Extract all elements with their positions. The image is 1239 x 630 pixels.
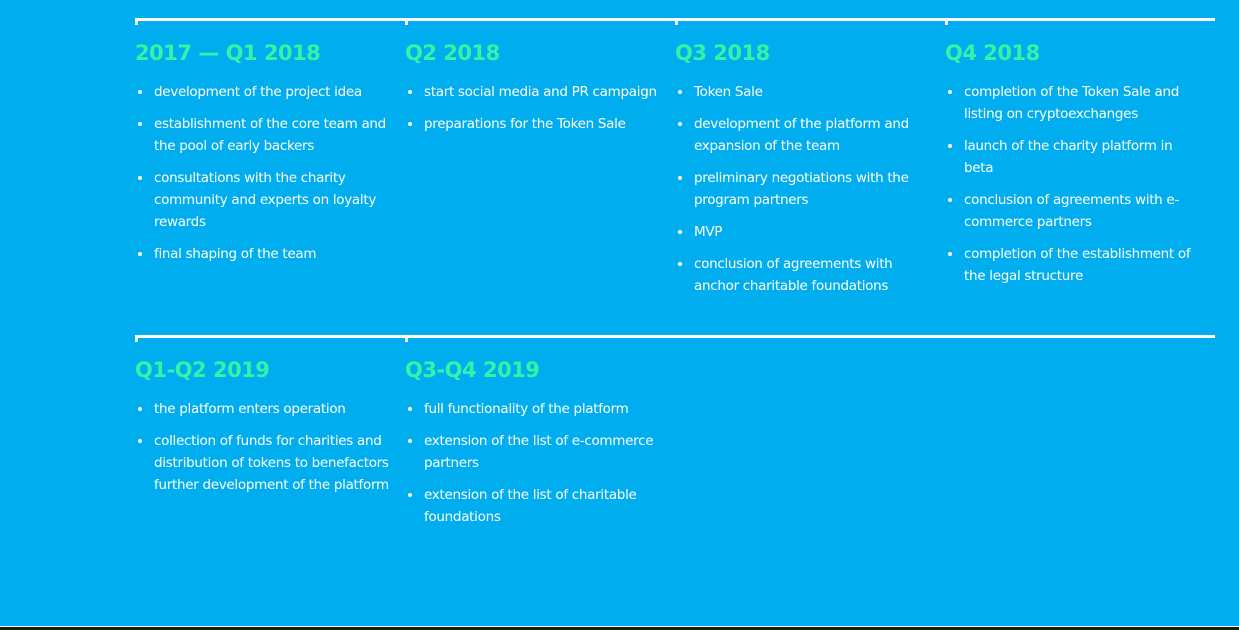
milestone-list	[135, 81, 390, 275]
milestone-item: extension of the list of charitable foundations	[405, 484, 660, 528]
milestone-item: conclusion of agreements with e-commerce partners	[945, 189, 1200, 233]
milestone-item: consultations with the charity community and experts on loyalty rewards	[135, 167, 390, 233]
milestone-list	[405, 398, 660, 538]
milestone-item: completion of the Token Sale and listing on cryptoexchanges	[945, 81, 1200, 125]
milestone-item: completion of the establishment of the legal structure	[945, 243, 1200, 287]
milestone-item: preparations for the Token Sale	[405, 113, 660, 135]
period-title: Q3 2018	[675, 41, 770, 65]
milestone-item: start social media and PR campaign	[405, 81, 660, 103]
period-title: Q1-Q2 2019	[135, 358, 270, 382]
milestone-list	[675, 81, 930, 307]
milestone-item: MVP	[675, 221, 930, 243]
milestone-item: Token Sale	[675, 81, 930, 103]
milestone-item: development of the platform and expansion of the team	[675, 113, 930, 157]
milestone-list	[405, 81, 660, 145]
milestone-item: the platform enters operation	[135, 398, 390, 420]
period-title: Q2 2018	[405, 41, 500, 65]
timeline-tick	[405, 335, 408, 342]
timeline-tick	[405, 18, 408, 25]
timeline-tick	[135, 335, 138, 342]
roadmap-row-2	[135, 335, 1215, 525]
timeline-tick	[675, 18, 678, 25]
milestone-item: establishment of the core team and the pool of early backers	[135, 113, 390, 157]
milestone-item: conclusion of agreements with anchor charitable foundations	[675, 253, 930, 297]
milestone-list	[135, 398, 390, 506]
milestone-item: collection of funds for charities and distribution of tokens to benefactors further development of the platform	[135, 430, 390, 496]
period-title: Q4 2018	[945, 41, 1040, 65]
milestone-item: launch of the charity platform in beta	[945, 135, 1200, 179]
milestone-item: extension of the list of e-commerce partners	[405, 430, 660, 474]
bottom-border	[0, 626, 1239, 630]
period-title: Q3-Q4 2019	[405, 358, 540, 382]
milestone-item: full functionality of the platform	[405, 398, 660, 420]
roadmap-row-1	[135, 18, 1215, 294]
milestone-item: preliminary negotiations with the program partners	[675, 167, 930, 211]
milestone-list	[945, 81, 1200, 297]
milestone-item: development of the project idea	[135, 81, 390, 103]
timeline-tick	[135, 18, 138, 25]
milestone-item: final shaping of the team	[135, 243, 390, 265]
timeline-tick	[945, 18, 948, 25]
period-title: 2017 — Q1 2018	[135, 41, 321, 65]
